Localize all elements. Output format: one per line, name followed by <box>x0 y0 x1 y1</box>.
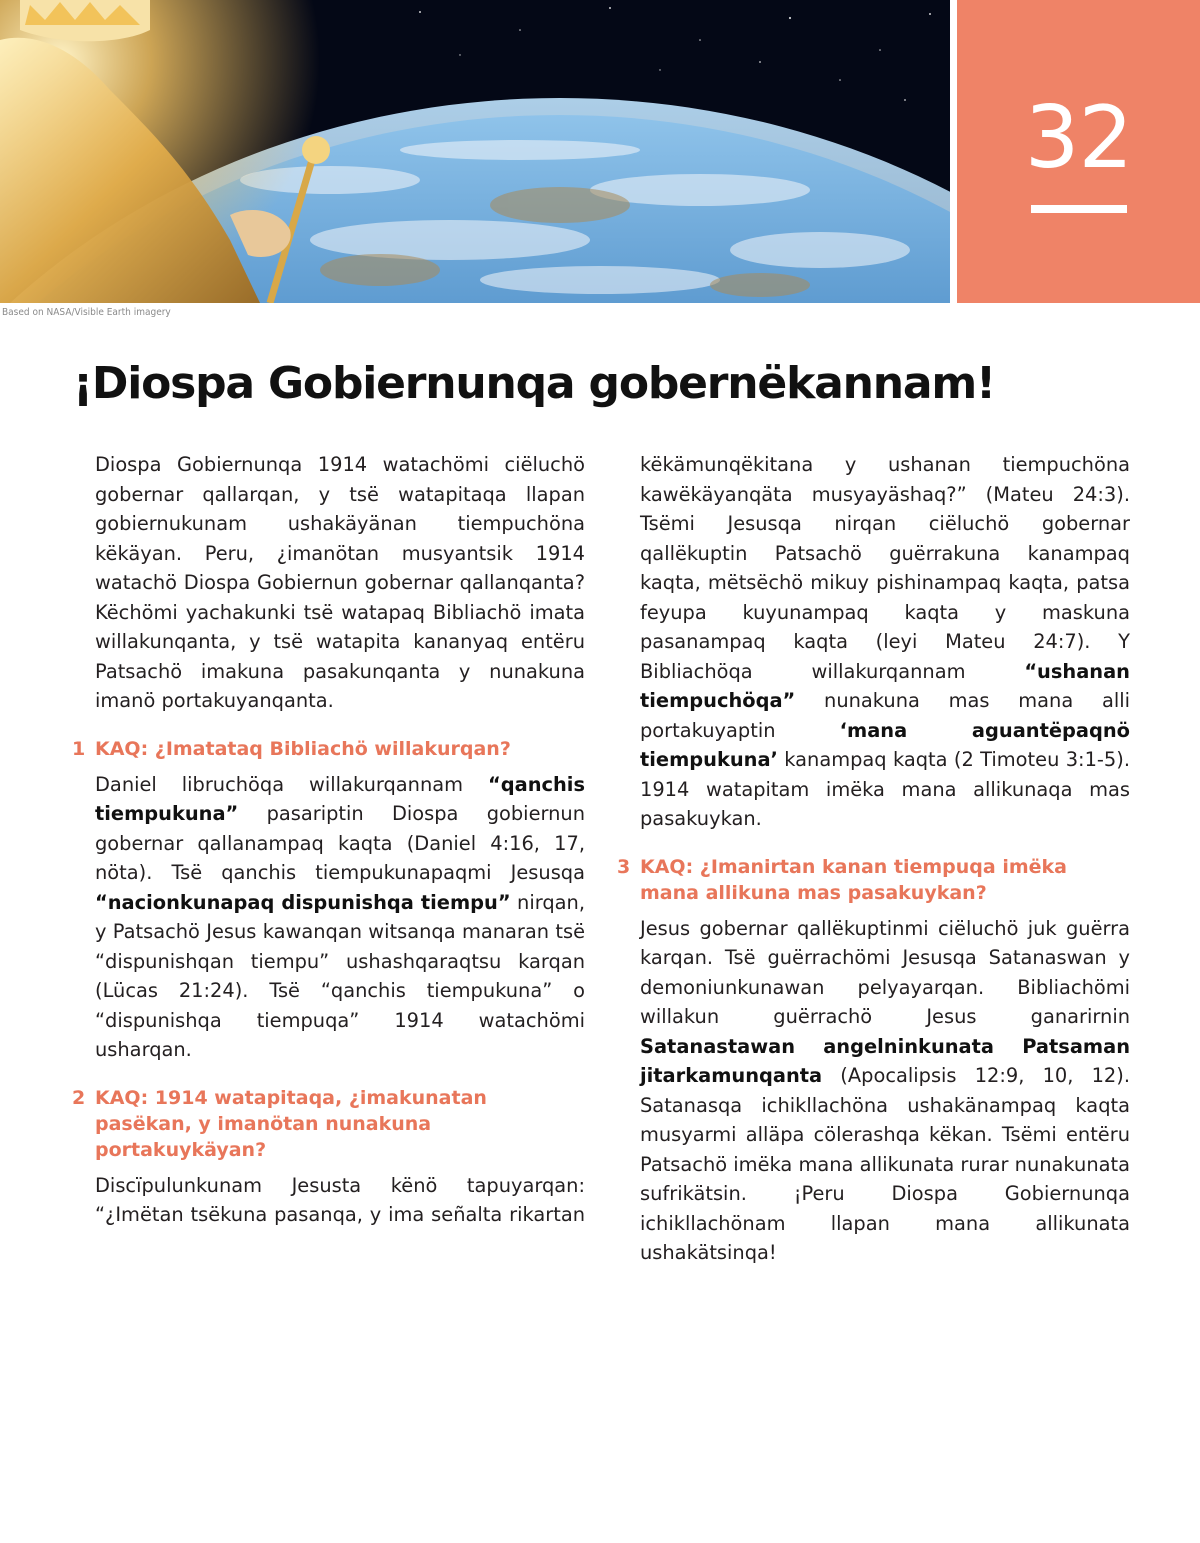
text-run: (Apocalipsis 12:9, 10, 12). Satanasqa ichikllachöna ushakänampaq kaqta musyarmi alläpa cölerashqa këkan. Tsëmi entëru Patsachö imëka mana allikunata rurar nunakunata sufrikätsin. ¡Peru Diospa Gobiernunqa ichikllachönam llapan mana allikunata ushakätsinqa! <box>640 1064 1130 1264</box>
lesson-number: 32 <box>1024 88 1133 188</box>
bold-phrase: “ushanan tiempuchöqa” <box>640 659 1130 712</box>
question-text: KAQ: 1914 watapitaqa, ¿imakunatan pasëkan, y imanötan nunakuna portakuykäyan? <box>95 1086 487 1161</box>
question-text: KAQ: ¿Imatataq Bibliachö willakurqan? <box>95 737 511 760</box>
section-paragraph-2-continued <box>640 450 1130 834</box>
left-column <box>72 450 585 1230</box>
bold-phrase: “qanchis tiempukuna” <box>95 772 585 825</box>
text-run: këkämunqëkitana y ushanan tiempuchöna kawëkäyanqäta musyayäshaq?” (Mateu 24:3). Tsëmi Jesusqa nirqan ciëluchö gobernar qallëkuptin Patsachö guërrakuna kanampaq kaqta, mëtsëchö mikuy pishinampaq kaqta, patsa feyupa kuyunampaq kaqta y maskuna pasanampaq kaqta (leyi Mateu 24:7). Y Bibliachöqa willakurqannam <box>640 453 1130 683</box>
bold-phrase: “nacionkunapaq dispunishqa tiempu” <box>95 890 511 914</box>
section-paragraph-1 <box>95 770 585 1065</box>
question-number: 2 <box>72 1086 86 1109</box>
earth-king-illustration <box>0 0 950 303</box>
text-run: Jesus gobernar qallëkuptinmi ciëluchö juk guërra karqan. Tsë guërrachömi Jesusqa Satanaswan y demoniunkunawan pelyayarqan. Bibliachömi willakun guërrachö Jesus ganarirnin <box>640 916 1130 1028</box>
question-heading-2 <box>67 1085 585 1163</box>
right-column <box>617 450 1130 1268</box>
question-number: 3 <box>617 855 631 878</box>
question-number: 1 <box>72 737 86 760</box>
lesson-number-underline <box>1031 205 1127 213</box>
question-heading-3 <box>612 854 1130 906</box>
section-paragraph-3 <box>640 914 1130 1268</box>
text-run: Daniel libruchöqa willakurqannam <box>95 772 488 796</box>
intro-paragraph: Diospa Gobiernunqa 1914 watachömi ciëluchö gobernar qallarqan, y tsë watapitaqa llapan gobiernukunam ushakäyänan tiempuchöna këkäyan. Peru, ¿imanötan musyantsik 1914 watachö Diospa Gobiernun gobernar qallanqanta? Këchömi yachakunki tsë watapaq Bibliachö imata willakunqanta, y tsë watapita kananyaq entëru Patsachö imakuna pasakunqanta y nunakuna imanö portakuyanqanta. <box>95 453 585 712</box>
page-title: ¡Diospa Gobiernunqa gobernëkannam! <box>73 358 995 409</box>
lesson-number-box <box>957 0 1200 303</box>
section-paragraph-2 <box>95 1171 585 1230</box>
text-run: nirqan, y Patsachö Jesus kawanqan witsanqa manaran tsë “dispunishqan tiempu” ushashqaraqtsu karqan (Lücas 21:24). Tsë “qanchis tiempukuna” o “dispunishqa tiempuqa” 1914 watachömi usharqan. <box>95 890 585 1061</box>
text-run: Discïpulunkunam Jesusta kënö tapuyarqan: “¿Imëtan tsëkuna pasanqa, y ima señalta rikartan <box>95 1173 585 1226</box>
image-credit: Based on NASA/Visible Earth imagery <box>2 307 171 318</box>
text-run: nunakuna mas mana alli portakuyaptin <box>640 689 1130 742</box>
question-text: KAQ: ¿Imanirtan kanan tiempuqa imëka mana allikuna mas pasakuykan? <box>640 855 1067 904</box>
text-run: kanampaq kaqta (2 Timoteu 3:1-5). 1914 watapitam imëka mana allikunaqa mas pasakuykan. <box>640 748 1130 830</box>
question-heading-1 <box>67 736 585 762</box>
bold-phrase: ‘mana aguantëpaqnö tiempukuna’ <box>640 718 1130 771</box>
text-run: pasariptin Diospa gobiernun gobernar qallanampaq kaqta (Daniel 4:16, 17, nöta). Tsë qanchis tiempukunapaqmi Jesusqa <box>95 802 585 884</box>
hero-image-earth-from-space <box>0 0 950 303</box>
bold-phrase: Satanastawan angelninkunata Patsaman jitarkamunqanta <box>640 1034 1130 1087</box>
